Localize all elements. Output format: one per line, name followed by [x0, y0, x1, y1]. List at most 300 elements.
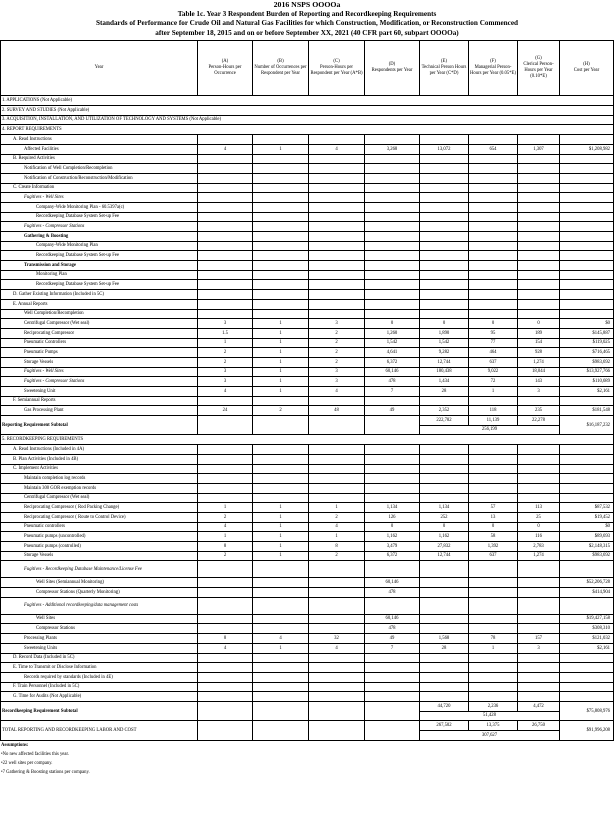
- value-cell: [198, 212, 253, 222]
- value-cell: 8: [198, 542, 253, 552]
- value-cell: 4: [253, 634, 309, 644]
- row-label: Reciprocating Compressor ( Route to Control Device): [1, 512, 198, 522]
- value-cell: [309, 445, 365, 455]
- row-label: F. Semiannual Reports: [1, 396, 198, 406]
- column-label: Cost per Year: [573, 68, 600, 74]
- value-cell: 27,832: [420, 542, 469, 552]
- value-cell: [420, 445, 469, 455]
- value-cell: $89,693: [560, 532, 614, 542]
- value-cell: 25: [518, 512, 560, 522]
- row-label: Centrifugal Compressor (Wet seal): [1, 319, 198, 329]
- value-cell: [560, 164, 614, 174]
- value-cell: [198, 672, 253, 682]
- value-cell: 77: [469, 338, 518, 348]
- value-cell: [518, 474, 560, 484]
- value-cell: [253, 309, 309, 319]
- value-cell: [518, 222, 560, 232]
- value-cell: [518, 653, 560, 663]
- value-cell: [560, 154, 614, 164]
- value-cell: [420, 614, 469, 624]
- column-letter: (A): [221, 59, 229, 65]
- value-cell: $308,310: [560, 624, 614, 634]
- assumptions: [0, 741, 614, 777]
- row-label: Affected Facilities: [1, 144, 198, 154]
- row-label: Pneumatic Pumps: [1, 348, 198, 358]
- value-cell: [253, 464, 309, 474]
- table-row: [1, 212, 614, 222]
- value-cell: [518, 454, 560, 464]
- value-cell: 126: [365, 512, 420, 522]
- value-cell: [365, 261, 420, 271]
- value-cell: [198, 578, 253, 588]
- value-cell: [198, 183, 253, 193]
- row-label: E. Time to Transmit or Disclose Information: [1, 663, 198, 673]
- value-cell: [309, 597, 365, 614]
- value-cell: [469, 299, 518, 309]
- value-cell: [420, 280, 469, 290]
- column-label: Managerial Person-Hours per Year (0.05*E): [470, 65, 516, 77]
- table-row: [1, 588, 614, 598]
- value-cell: 24: [198, 406, 253, 416]
- value-cell: 12,744: [420, 551, 469, 561]
- value-cell: [469, 290, 518, 300]
- value-cell: [309, 222, 365, 232]
- assumptions-title: Assumptions:: [1, 742, 29, 748]
- value-cell: [469, 135, 518, 145]
- row-label: Pneumatic pumps (uncontrolled): [1, 532, 198, 542]
- value-cell: $75,808,976: [560, 701, 614, 720]
- value-cell: [198, 154, 253, 164]
- column-label: Technical Person Hours per Year (C*D): [421, 65, 467, 77]
- value-cell: 3,479: [365, 542, 420, 552]
- table-row: [1, 367, 614, 377]
- value-cell: 2: [198, 551, 253, 561]
- value-cell: 1,134: [420, 503, 469, 513]
- value-cell: [309, 701, 365, 720]
- row-label: Gas Processing Plant: [1, 406, 198, 416]
- value-cell: $19,427,158: [560, 614, 614, 624]
- value-cell: [198, 624, 253, 634]
- value-cell: 49: [365, 634, 420, 644]
- value-cell: [253, 672, 309, 682]
- value-cell: [198, 588, 253, 598]
- table-row: [1, 144, 614, 154]
- value-cell: [469, 241, 518, 251]
- value-cell: [365, 232, 420, 242]
- value-cell: [365, 299, 420, 309]
- value-cell: 1,392: [469, 542, 518, 552]
- value-cell: 1: [253, 512, 309, 522]
- value-cell: [309, 454, 365, 464]
- value-cell: [253, 154, 309, 164]
- value-cell: $87,532: [560, 503, 614, 513]
- column-header-row: [1, 41, 614, 96]
- value-cell: 2: [253, 406, 309, 416]
- table-row: [1, 634, 614, 644]
- value-cell: [469, 692, 518, 702]
- value-cell: [560, 241, 614, 251]
- value-cell: [309, 561, 365, 578]
- value-cell: [253, 183, 309, 193]
- column-label: Respondents per Year: [371, 68, 413, 74]
- value-cell: [560, 193, 614, 203]
- value-cell: 1,890: [420, 328, 469, 338]
- value-cell: [198, 416, 253, 435]
- value-cell: [518, 202, 560, 212]
- assumption-item: •No new affected facilities this year.: [1, 751, 69, 757]
- column-header: [469, 41, 518, 96]
- value-cell: [560, 232, 614, 242]
- value-cell: 8: [198, 634, 253, 644]
- value-cell: [560, 212, 614, 222]
- table-row: [1, 377, 614, 387]
- value-cell: [309, 241, 365, 251]
- value-cell: [469, 588, 518, 598]
- row-label: Transmission and Storage: [1, 261, 198, 271]
- row-label: Compressor Stations: [1, 624, 198, 634]
- value-cell: 1: [253, 319, 309, 329]
- row-label: Notification of Construction/Reconstruction/Modification: [1, 173, 198, 183]
- table-row: [1, 578, 614, 588]
- value-cell: 4: [309, 144, 365, 154]
- value-cell: 2: [309, 512, 365, 522]
- value-cell: [469, 682, 518, 692]
- value-cell: [253, 588, 309, 598]
- value-cell: [560, 692, 614, 702]
- table-row: [1, 251, 614, 261]
- value-cell: [198, 309, 253, 319]
- value-cell: [253, 578, 309, 588]
- value-cell: [253, 721, 309, 740]
- column-header: [1, 41, 198, 96]
- value-cell: [560, 183, 614, 193]
- value-cell: 3: [198, 319, 253, 329]
- value-cell: [309, 578, 365, 588]
- value-cell: [420, 624, 469, 634]
- value-cell: [420, 290, 469, 300]
- value-cell: [365, 135, 420, 145]
- value-cell: [365, 483, 420, 493]
- value-cell: 1: [253, 387, 309, 397]
- value-cell: 654: [469, 144, 518, 154]
- table-row: [1, 503, 614, 513]
- value-cell: [560, 653, 614, 663]
- value-cell: [560, 202, 614, 212]
- table-row: [1, 328, 614, 338]
- value-cell: [365, 202, 420, 212]
- value-cell: 22,278: [518, 416, 560, 426]
- value-cell: [253, 416, 309, 435]
- row-label: Compressor Stations (Quarterly Monitoring): [1, 588, 198, 598]
- value-cell: [518, 135, 560, 145]
- value-cell: $0: [560, 522, 614, 532]
- value-cell: 32: [309, 634, 365, 644]
- value-cell: [469, 474, 518, 484]
- value-cell: [420, 222, 469, 232]
- value-cell: 1,134: [365, 503, 420, 513]
- table-header: [0, 0, 614, 38]
- value-cell: [253, 251, 309, 261]
- table-row: [1, 183, 614, 193]
- value-cell: [518, 232, 560, 242]
- value-cell: [198, 193, 253, 203]
- value-cell: [365, 241, 420, 251]
- row-label: F. Train Personnel (Included in 5C): [1, 682, 198, 692]
- value-cell: [309, 653, 365, 663]
- value-cell: $983,692: [560, 357, 614, 367]
- table-row: [1, 512, 614, 522]
- subtotal-row: [1, 416, 614, 426]
- value-cell: 235: [518, 406, 560, 416]
- value-cell: $1,208,982: [560, 144, 614, 154]
- value-cell: 0: [469, 319, 518, 329]
- table-row: [1, 338, 614, 348]
- value-cell: 1: [253, 357, 309, 367]
- value-cell: $2,161: [560, 643, 614, 653]
- table-row: [1, 561, 614, 578]
- table-row: [1, 241, 614, 251]
- value-cell: 1: [253, 532, 309, 542]
- value-cell: [469, 270, 518, 280]
- value-cell: [309, 280, 365, 290]
- value-cell: [560, 270, 614, 280]
- value-cell: [420, 588, 469, 598]
- subtotal-label: Recordkeeping Requirement Subtotal: [1, 701, 198, 720]
- value-cell: [518, 445, 560, 455]
- table-row: [1, 542, 614, 552]
- table-subtitle-2: after September 18, 2015 and on or before September XX, 2021 (40 CFR part 60, subpart OOOOa): [155, 28, 459, 37]
- value-cell: [253, 135, 309, 145]
- row-label: Pneumatic Controllers: [1, 338, 198, 348]
- value-cell: [469, 454, 518, 464]
- value-cell: [309, 663, 365, 673]
- value-cell: [420, 193, 469, 203]
- value-cell: 60,146: [365, 614, 420, 624]
- value-cell: [198, 445, 253, 455]
- value-cell: [560, 135, 614, 145]
- value-cell: [198, 663, 253, 673]
- column-header: [365, 41, 420, 96]
- value-cell: [560, 222, 614, 232]
- value-cell: [560, 682, 614, 692]
- value-cell: [420, 483, 469, 493]
- table-row: [1, 672, 614, 682]
- table-row: [1, 532, 614, 542]
- column-label: Person-Hours per Occurrence: [208, 65, 242, 77]
- row-label: C. Implement Activities: [1, 464, 198, 474]
- subtotal-label: TOTAL REPORTING AND RECORDKEEPING LABOR AND COST: [1, 721, 198, 740]
- value-cell: [253, 261, 309, 271]
- value-cell: [518, 309, 560, 319]
- value-cell: [560, 474, 614, 484]
- value-cell: 118: [469, 406, 518, 416]
- column-label: Number of Occurrences per Respondent per Year: [254, 65, 307, 77]
- value-cell: [309, 692, 365, 702]
- table-row: [1, 357, 614, 367]
- value-cell: $716,465: [560, 348, 614, 358]
- value-cell: [253, 682, 309, 692]
- value-cell: [560, 493, 614, 503]
- row-label: 5. RECORDKEEPING REQUIREMENTS: [1, 435, 614, 445]
- value-cell: 252: [420, 512, 469, 522]
- value-cell: [365, 212, 420, 222]
- value-cell: [365, 597, 420, 614]
- value-cell: 1: [198, 503, 253, 513]
- value-cell: [420, 396, 469, 406]
- value-cell: [365, 445, 420, 455]
- value-cell: [198, 251, 253, 261]
- row-label: C. Create Information: [1, 183, 198, 193]
- value-cell: 1: [309, 503, 365, 513]
- value-cell: [253, 290, 309, 300]
- row-label: Recordkeeping Database System Set-up Fee: [1, 251, 198, 261]
- value-cell: [198, 614, 253, 624]
- value-cell: [518, 396, 560, 406]
- value-cell: [198, 299, 253, 309]
- value-cell: [309, 212, 365, 222]
- value-cell: [420, 578, 469, 588]
- value-cell: 44,720: [420, 701, 469, 711]
- value-cell: [309, 614, 365, 624]
- row-label: D. Gather Existing Information (Included in 5C): [1, 290, 198, 300]
- burden-table: [0, 40, 614, 740]
- value-cell: [198, 597, 253, 614]
- value-cell: [198, 493, 253, 503]
- value-cell: [469, 672, 518, 682]
- value-cell: [518, 212, 560, 222]
- value-cell: [309, 164, 365, 174]
- value-cell: [309, 173, 365, 183]
- value-cell: [469, 396, 518, 406]
- value-cell: [198, 164, 253, 174]
- value-cell: [365, 454, 420, 464]
- column-letter: (H): [583, 62, 590, 68]
- value-cell: 0: [365, 522, 420, 532]
- value-cell: 1: [253, 551, 309, 561]
- value-cell: [253, 692, 309, 702]
- value-cell: [365, 493, 420, 503]
- value-cell: [518, 672, 560, 682]
- value-cell: [253, 653, 309, 663]
- value-cell: 2: [309, 328, 365, 338]
- value-cell: [420, 251, 469, 261]
- column-letter: (D): [388, 62, 396, 68]
- row-label: Notification of Well Completion/Recompletion: [1, 164, 198, 174]
- table-row: [1, 692, 614, 702]
- value-cell: [518, 154, 560, 164]
- value-cell: 154: [518, 338, 560, 348]
- value-cell: 6,372: [365, 357, 420, 367]
- value-cell: 1,162: [420, 532, 469, 542]
- value-cell: 7: [365, 643, 420, 653]
- value-cell: [420, 692, 469, 702]
- value-cell: 3: [309, 367, 365, 377]
- value-cell: $119,025: [560, 338, 614, 348]
- value-cell: [420, 261, 469, 271]
- table-row: [1, 222, 614, 232]
- value-cell: [309, 474, 365, 484]
- value-cell: [365, 721, 420, 740]
- value-cell: [518, 682, 560, 692]
- value-cell: [198, 474, 253, 484]
- table-row: [1, 261, 614, 271]
- value-cell: [198, 682, 253, 692]
- value-cell: 4: [198, 144, 253, 154]
- value-cell: [518, 251, 560, 261]
- value-cell: [518, 692, 560, 702]
- value-cell: [253, 202, 309, 212]
- value-cell: 1: [253, 338, 309, 348]
- value-cell: 3: [309, 377, 365, 387]
- value-cell: 1,260: [365, 328, 420, 338]
- value-cell: 3: [198, 367, 253, 377]
- value-cell: 4: [198, 387, 253, 397]
- value-cell: [365, 701, 420, 720]
- table-row: [1, 682, 614, 692]
- value-cell: [469, 561, 518, 578]
- row-label: 4. REPORT REQUIREMENTS: [1, 125, 614, 135]
- value-cell: 2: [309, 348, 365, 358]
- value-cell: 78: [469, 634, 518, 644]
- table-row: [1, 125, 614, 135]
- row-label: Recordkeeping Database System Set-up Fee: [1, 212, 198, 222]
- value-cell: 0: [518, 522, 560, 532]
- value-cell: 0: [420, 319, 469, 329]
- value-cell: [518, 578, 560, 588]
- value-cell: 1: [469, 387, 518, 397]
- value-cell: [560, 261, 614, 271]
- value-cell: 928: [518, 348, 560, 358]
- value-cell: [469, 212, 518, 222]
- value-cell: 2: [198, 357, 253, 367]
- value-cell: [469, 232, 518, 242]
- table-subtitle-1: Standards of Performance for Crude Oil and Natural Gas Facilities for which Construction, Modification, or Reconstruction Commenced: [95, 19, 519, 28]
- value-cell: [560, 251, 614, 261]
- value-cell: 13,375: [469, 721, 518, 731]
- value-cell: [560, 454, 614, 464]
- value-cell: [560, 672, 614, 682]
- value-cell: 1: [253, 542, 309, 552]
- value-cell: [560, 464, 614, 474]
- table-row: [1, 614, 614, 624]
- row-label: Sweetening Units: [1, 643, 198, 653]
- value-cell: [365, 692, 420, 702]
- column-letter: (E): [441, 59, 447, 65]
- value-cell: 1: [253, 503, 309, 513]
- value-cell: [420, 474, 469, 484]
- value-cell: [420, 672, 469, 682]
- value-cell: [365, 164, 420, 174]
- value-cell: [365, 396, 420, 406]
- value-cell: 95: [469, 328, 518, 338]
- table-row: [1, 309, 614, 319]
- value-cell: $121,032: [560, 634, 614, 644]
- value-cell: 637: [469, 551, 518, 561]
- table-row: [1, 435, 614, 445]
- value-cell: [309, 251, 365, 261]
- table-row: [1, 299, 614, 309]
- value-cell: 0: [518, 319, 560, 329]
- value-cell: 60,146: [365, 367, 420, 377]
- column-header: [309, 41, 365, 96]
- value-cell: [309, 299, 365, 309]
- value-cell: [518, 493, 560, 503]
- value-cell: [469, 624, 518, 634]
- value-cell: 13: [469, 512, 518, 522]
- row-label: Reciprocating Compressor: [1, 328, 198, 338]
- table-row: [1, 406, 614, 416]
- value-cell: [309, 416, 365, 435]
